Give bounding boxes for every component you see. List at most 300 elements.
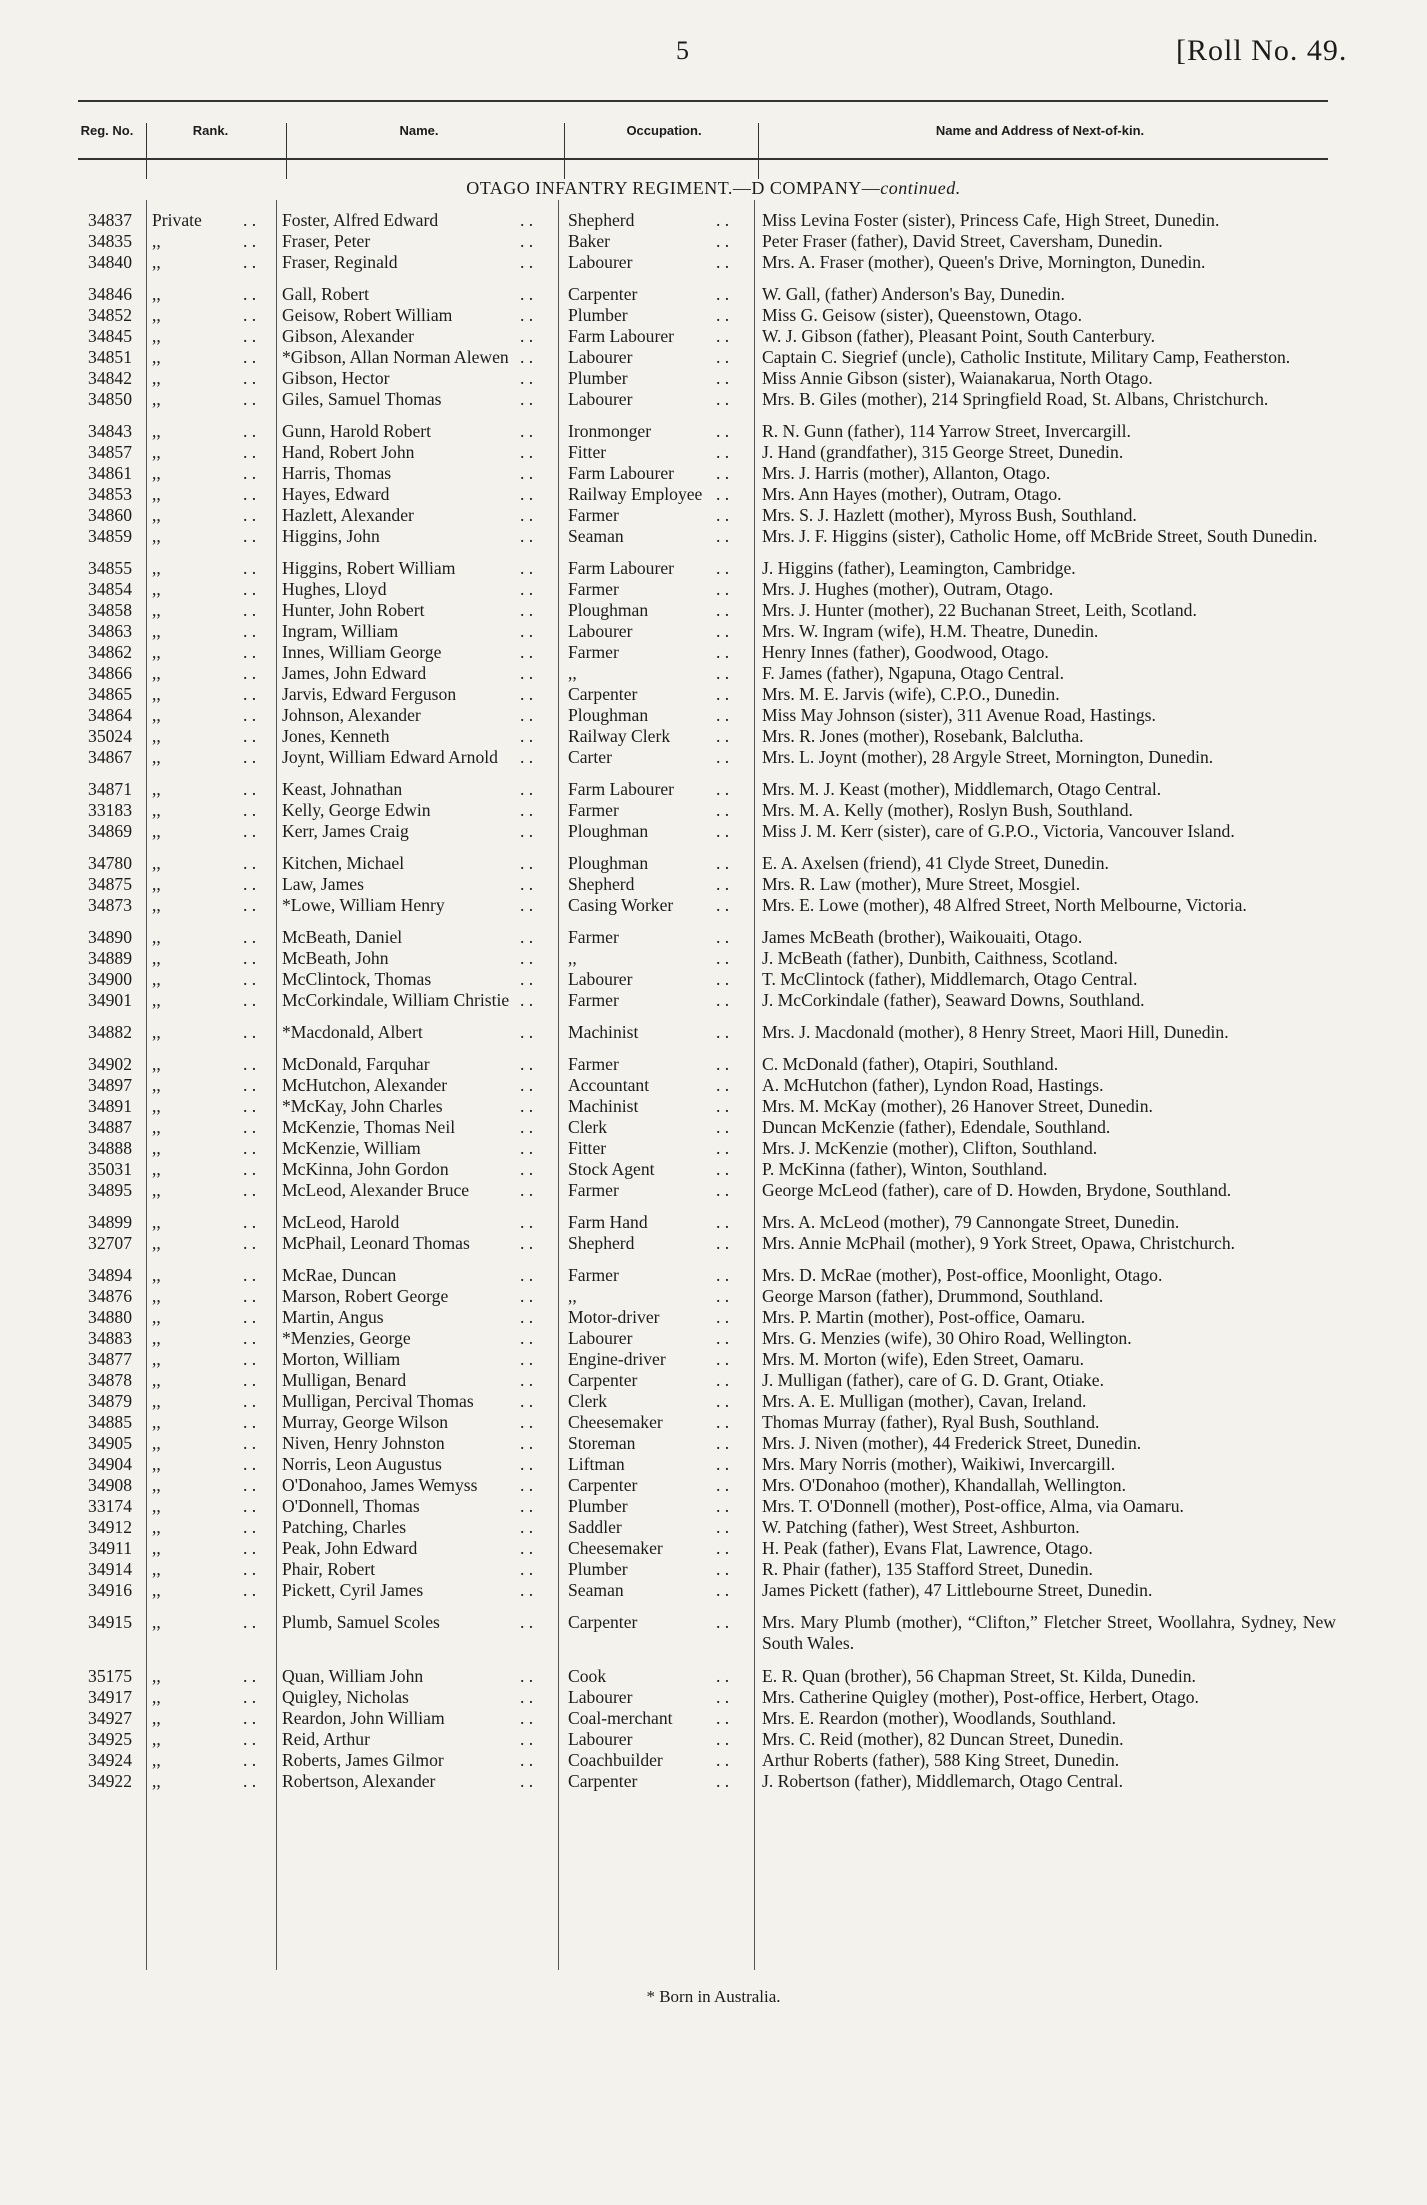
occupation-cell: ,, [568,948,577,968]
reg-no-cell: 32707 [88,1233,132,1253]
reg-no-cell: 34842 [88,368,132,388]
table-row [0,800,1427,821]
name-cell: Plumb, Samuel Scoles [282,1612,440,1632]
leader-dots: . . [520,1138,534,1158]
rank-cell: ,, [152,1559,161,1579]
leader-dots: . . [716,1475,730,1495]
leader-dots: . . [520,442,534,462]
reg-no-cell: 34846 [88,284,132,304]
leader-dots: . . [520,1159,534,1179]
leader-dots: . . [243,927,257,947]
next-of-kin-cell: J. Hand (grandfather), 315 George Street, Dunedin. [762,442,1124,462]
occupation-cell: Labourer [568,252,633,272]
leader-dots: . . [243,1771,257,1791]
name-cell: McCorkindale, William Christie [282,990,510,1010]
rank-cell: ,, [152,484,161,504]
reg-no-cell: 34887 [88,1117,132,1137]
reg-no-cell: 34873 [88,895,132,915]
leader-dots: . . [520,800,534,820]
table-row [0,747,1427,768]
leader-dots: . . [520,1328,534,1348]
next-of-kin-cell: R. N. Gunn (father), 114 Yarrow Street, Invercargill. [762,421,1131,441]
table-row [0,1096,1427,1117]
rank-cell: ,, [152,621,161,641]
leader-dots: . . [243,663,257,683]
occupation-cell: Shepherd [568,1233,635,1253]
leader-dots: . . [716,1687,730,1707]
leader-dots: . . [716,463,730,483]
rank-cell: ,, [152,821,161,841]
table-row [0,442,1427,463]
leader-dots: . . [243,1750,257,1770]
rank-cell: ,, [152,1138,161,1158]
leader-dots: . . [520,1391,534,1411]
name-cell: Ingram, William [282,621,399,641]
leader-dots: . . [520,1412,534,1432]
name-cell: Patching, Charles [282,1517,407,1537]
name-cell: Law, James [282,874,364,894]
table-row [0,663,1427,684]
leader-dots: . . [716,705,730,725]
reg-no-cell: 34897 [88,1075,132,1095]
rank-cell: ,, [152,558,161,578]
occupation-cell: Farmer [568,579,619,599]
rank-cell: ,, [152,1075,161,1095]
reg-no-cell: 33174 [88,1496,132,1516]
leader-dots: . . [520,463,534,483]
occupation-cell: Carter [568,747,612,767]
occupation-cell: Coal-merchant [568,1708,673,1728]
name-cell: Gall, Robert [282,284,369,304]
rank-cell: ,, [152,853,161,873]
reg-no-cell: 34902 [88,1054,132,1074]
next-of-kin-cell: J. McCorkindale (father), Seaward Downs, Southland. [762,990,1145,1010]
next-of-kin-cell: Mrs. J. Macdonald (mother), 8 Henry Street, Maori Hill, Dunedin. [762,1022,1229,1042]
next-of-kin-cell: R. Phair (father), 135 Stafford Street, Dunedin. [762,1559,1093,1579]
occupation-cell: Storeman [568,1433,636,1453]
reg-no-cell: 34854 [88,579,132,599]
next-of-kin-cell: Mrs. J. Harris (mother), Allanton, Otago. [762,463,1051,483]
leader-dots: . . [520,948,534,968]
leader-dots: . . [243,1475,257,1495]
occupation-cell: Labourer [568,389,633,409]
leader-dots: . . [716,284,730,304]
table-row [0,684,1427,705]
rank-cell: ,, [152,1054,161,1074]
leader-dots: . . [243,853,257,873]
rank-cell: ,, [152,779,161,799]
reg-no-cell: 34879 [88,1391,132,1411]
leader-dots: . . [520,305,534,325]
occupation-cell: Carpenter [568,1475,638,1495]
rank-cell: ,, [152,1433,161,1453]
name-cell: Gibson, Hector [282,368,390,388]
leader-dots: . . [716,1349,730,1369]
leader-dots: . . [716,421,730,441]
table-row [0,600,1427,621]
leader-dots: . . [243,1159,257,1179]
occupation-cell: Seaman [568,526,624,546]
leader-dots: . . [716,1750,730,1770]
leader-dots: . . [716,1233,730,1253]
leader-dots: . . [243,347,257,367]
leader-dots: . . [716,821,730,841]
occupation-cell: Saddler [568,1517,622,1537]
leader-dots: . . [520,505,534,525]
next-of-kin-cell: Arthur Roberts (father), 588 King Street, Dunedin. [762,1750,1120,1770]
rank-cell: ,, [152,505,161,525]
leader-dots: . . [520,621,534,641]
table-row [0,347,1427,368]
reg-no-cell: 34882 [88,1022,132,1042]
leader-dots: . . [716,389,730,409]
table-row [0,1538,1427,1559]
leader-dots: . . [520,874,534,894]
leader-dots: . . [716,874,730,894]
next-of-kin-cell: Miss Levina Foster (sister), Princess Cafe, High Street, Dunedin. [762,210,1220,230]
occupation-cell: Farm Labourer [568,326,675,346]
leader-dots: . . [520,1475,534,1495]
leader-dots: . . [520,642,534,662]
leader-dots: . . [716,579,730,599]
reg-no-cell: 35024 [88,726,132,746]
reg-no-cell: 34889 [88,948,132,968]
rank-cell: ,, [152,747,161,767]
name-cell: Norris, Leon Augustus [282,1454,442,1474]
occupation-cell: Farm Labourer [568,558,675,578]
table-row [0,1496,1427,1517]
reg-no-cell: 34852 [88,305,132,325]
leader-dots: . . [520,1054,534,1074]
name-cell: O'Donahoo, James Wemyss [282,1475,478,1495]
occupation-cell: Engine-driver [568,1349,666,1369]
column-header-rank: Rank. [192,123,229,138]
rank-cell: ,, [152,1708,161,1728]
occupation-cell: Ploughman [568,705,649,725]
reg-no-cell: 34915 [88,1612,132,1632]
leader-dots: . . [520,1233,534,1253]
next-of-kin-cell: Mrs. C. Reid (mother), 82 Duncan Street, Dunedin. [762,1729,1124,1749]
leader-dots: . . [520,1666,534,1686]
leader-dots: . . [716,1559,730,1579]
leader-dots: . . [716,368,730,388]
leader-dots: . . [243,558,257,578]
next-of-kin-cell: Mrs. Annie McPhail (mother), 9 York Street, Opawa, Christchurch. [762,1233,1236,1253]
table-row [0,874,1427,895]
reg-no-cell: 34851 [88,347,132,367]
next-of-kin-cell: J. Mulligan (father), care of G. D. Grant, Otiake. [762,1370,1104,1390]
next-of-kin-cell: J. Higgins (father), Leamington, Cambridge. [762,558,1076,578]
column-header-reg-no: Reg. No. [80,123,134,138]
reg-no-cell: 34850 [88,389,132,409]
rank-cell: ,, [152,1412,161,1432]
rank-cell: ,, [152,663,161,683]
reg-no-cell: 34853 [88,484,132,504]
occupation-cell: Farmer [568,800,619,820]
leader-dots: . . [520,1454,534,1474]
table-row [0,1729,1427,1750]
rank-cell: ,, [152,1265,161,1285]
leader-dots: . . [520,1771,534,1791]
next-of-kin-cell: Miss Annie Gibson (sister), Waianakarua, North Otago. [762,368,1153,388]
next-of-kin-cell: T. McClintock (father), Middlemarch, Otago Central. [762,969,1138,989]
reg-no-cell: 34867 [88,747,132,767]
next-of-kin-cell: Mrs. G. Menzies (wife), 30 Ohiro Road, Wellington. [762,1328,1132,1348]
leader-dots: . . [243,505,257,525]
next-of-kin-cell: H. Peak (father), Evans Flat, Lawrence, Otago. [762,1538,1093,1558]
reg-no-cell: 34912 [88,1517,132,1537]
leader-dots: . . [243,1096,257,1116]
table-row [0,421,1427,442]
leader-dots: . . [520,779,534,799]
occupation-cell: ,, [568,663,577,683]
roll-table-body [0,210,1427,1792]
leader-dots: . . [520,927,534,947]
section-title [0,178,1427,199]
leader-dots: . . [243,1138,257,1158]
leader-dots: . . [243,526,257,546]
reg-no-cell: 34927 [88,1708,132,1728]
name-cell: *Gibson, Allan Norman Alewen [282,347,509,367]
table-row [0,1391,1427,1412]
rank-cell: ,, [152,1496,161,1516]
leader-dots: . . [243,1286,257,1306]
table-row [0,853,1427,874]
next-of-kin-cell: Mrs. A. Fraser (mother), Queen's Drive, Mornington, Dunedin. [762,252,1206,272]
next-of-kin-cell: James McBeath (brother), Waikouaiti, Otago. [762,927,1083,947]
reg-no-cell: 34891 [88,1096,132,1116]
leader-dots: . . [716,663,730,683]
rank-cell: ,, [152,1328,161,1348]
leader-dots: . . [716,1022,730,1042]
name-cell: Mulligan, Benard [282,1370,407,1390]
leader-dots: . . [716,1454,730,1474]
leader-dots: . . [243,1180,257,1200]
leader-dots: . . [243,1580,257,1600]
reg-no-cell: 34914 [88,1559,132,1579]
table-row [0,1612,1427,1655]
name-cell: Roberts, James Gilmor [282,1750,444,1770]
rank-cell: ,, [152,1233,161,1253]
next-of-kin-cell: James Pickett (father), 47 Littlebourne Street, Dunedin. [762,1580,1153,1600]
name-cell: Kitchen, Michael [282,853,405,873]
rank-cell: ,, [152,326,161,346]
next-of-kin-cell: Mrs. M. J. Keast (mother), Middlemarch, Otago Central. [762,779,1162,799]
table-row [0,948,1427,969]
table-row [0,505,1427,526]
leader-dots: . . [243,1612,257,1632]
leader-dots: . . [243,821,257,841]
table-row [0,1559,1427,1580]
reg-no-cell: 34880 [88,1307,132,1327]
occupation-cell: Labourer [568,621,633,641]
column-header-next-of-kin: Name and Address of Next-of-kin. [935,123,1145,138]
leader-dots: . . [243,747,257,767]
name-cell: Robertson, Alexander [282,1771,436,1791]
leader-dots: . . [243,1022,257,1042]
table-row [0,463,1427,484]
occupation-cell: Labourer [568,969,633,989]
next-of-kin-cell: P. McKinna (father), Winton, Southland. [762,1159,1048,1179]
table-row [0,368,1427,389]
section-title-text: OTAGO INFANTRY REGIMENT.—D COMPANY— [466,178,881,198]
table-row [0,990,1427,1011]
occupation-cell: Carpenter [568,684,638,704]
rank-cell: ,, [152,800,161,820]
leader-dots: . . [520,969,534,989]
leader-dots: . . [716,1286,730,1306]
leader-dots: . . [520,600,534,620]
leader-dots: . . [716,747,730,767]
occupation-cell: Liftman [568,1454,625,1474]
reg-no-cell: 34895 [88,1180,132,1200]
name-cell: Peak, John Edward [282,1538,418,1558]
table-row [0,1117,1427,1138]
next-of-kin-cell: Miss G. Geisow (sister), Queenstown, Otago. [762,305,1083,325]
table-row [0,642,1427,663]
name-cell: Innes, William George [282,642,442,662]
leader-dots: . . [243,684,257,704]
name-cell: McPhail, Leonard Thomas [282,1233,470,1253]
leader-dots: . . [520,1687,534,1707]
leader-dots: . . [243,705,257,725]
name-cell: McBeath, John [282,948,389,968]
reg-no-cell: 34855 [88,558,132,578]
occupation-cell: Cheesemaker [568,1538,663,1558]
table-row [0,284,1427,305]
leader-dots: . . [243,1412,257,1432]
reg-no-cell: 34904 [88,1454,132,1474]
leader-dots: . . [520,1117,534,1137]
name-cell: Hughes, Lloyd [282,579,387,599]
reg-no-cell: 34869 [88,821,132,841]
leader-dots: . . [716,1580,730,1600]
reg-no-cell: 34835 [88,231,132,251]
leader-dots: . . [243,621,257,641]
leader-dots: . . [243,969,257,989]
table-row [0,927,1427,948]
table-row [0,1412,1427,1433]
next-of-kin-cell: Miss May Johnson (sister), 311 Avenue Road, Hastings. [762,705,1156,725]
occupation-cell: Farmer [568,990,619,1010]
next-of-kin-cell: Mrs. P. Martin (mother), Post-office, Oamaru. [762,1307,1086,1327]
occupation-cell: Stock Agent [568,1159,655,1179]
next-of-kin-cell: Mrs. D. McRae (mother), Post-office, Moonlight, Otago. [762,1265,1163,1285]
column-header-occupation: Occupation. [626,123,702,138]
leader-dots: . . [716,642,730,662]
occupation-cell: Farm Hand [568,1212,648,1232]
leader-dots: . . [243,948,257,968]
leader-dots: . . [520,1370,534,1390]
next-of-kin-cell: Mrs. M. A. Kelly (mother), Roslyn Bush, Southland. [762,800,1133,820]
rank-cell: ,, [152,895,161,915]
leader-dots: . . [243,484,257,504]
rank-cell: ,, [152,948,161,968]
name-cell: McHutchon, Alexander [282,1075,448,1095]
next-of-kin-cell: W. J. Gibson (father), Pleasant Point, South Canterbury. [762,326,1156,346]
occupation-cell: Ploughman [568,821,649,841]
next-of-kin-cell: George Marson (father), Drummond, Southland. [762,1286,1104,1306]
leader-dots: . . [243,421,257,441]
rank-cell: ,, [152,874,161,894]
leader-dots: . . [520,990,534,1010]
leader-dots: . . [520,1075,534,1095]
name-cell: McKenzie, William [282,1138,421,1158]
name-cell: Hayes, Edward [282,484,390,504]
name-cell: Harris, Thomas [282,463,392,483]
occupation-cell: Plumber [568,1496,628,1516]
reg-no-cell: 34922 [88,1771,132,1791]
rank-cell: ,, [152,463,161,483]
reg-no-cell: 34871 [88,779,132,799]
leader-dots: . . [520,231,534,251]
reg-no-cell: 34840 [88,252,132,272]
name-cell: Quigley, Nicholas [282,1687,409,1707]
leader-dots: . . [716,1412,730,1432]
rank-cell: ,, [152,684,161,704]
table-row [0,1307,1427,1328]
next-of-kin-cell: Mrs. M. Morton (wife), Eden Street, Oamaru. [762,1349,1084,1369]
leader-dots: . . [520,1022,534,1042]
leader-dots: . . [520,1496,534,1516]
table-row [0,579,1427,600]
next-of-kin-cell: Mrs. O'Donahoo (mother), Khandallah, Wellington. [762,1475,1126,1495]
rank-cell: ,, [152,368,161,388]
leader-dots: . . [716,1138,730,1158]
leader-dots: . . [520,1708,534,1728]
table-row [0,231,1427,252]
reg-no-cell: 34860 [88,505,132,525]
leader-dots: . . [716,1159,730,1179]
next-of-kin-cell: Mrs. M. McKay (mother), 26 Hanover Street, Dunedin. [762,1096,1153,1116]
rank-cell: ,, [152,231,161,251]
reg-no-cell: 34865 [88,684,132,704]
name-cell: *Macdonald, Albert [282,1022,423,1042]
leader-dots: . . [243,1391,257,1411]
leader-dots: . . [520,252,534,272]
occupation-cell: Farmer [568,642,619,662]
occupation-cell: Labourer [568,1687,633,1707]
reg-no-cell: 34864 [88,705,132,725]
occupation-cell: Labourer [568,347,633,367]
occupation-cell: Shepherd [568,210,635,230]
occupation-cell: Machinist [568,1096,639,1116]
leader-dots: . . [243,1517,257,1537]
column-divider [758,123,759,179]
leader-dots: . . [520,747,534,767]
reg-no-cell: 34843 [88,421,132,441]
occupation-cell: Carpenter [568,1612,638,1632]
next-of-kin-cell: Mrs. E. Reardon (mother), Woodlands, Southland. [762,1708,1116,1728]
occupation-cell: Farm Labourer [568,779,675,799]
name-cell: McDonald, Farquhar [282,1054,430,1074]
leader-dots: . . [243,600,257,620]
leader-dots: . . [243,874,257,894]
leader-dots: . . [520,853,534,873]
reg-no-cell: 35175 [88,1666,132,1686]
leader-dots: . . [520,1729,534,1749]
occupation-cell: Motor-driver [568,1307,660,1327]
table-row [0,895,1427,916]
leader-dots: . . [243,1054,257,1074]
next-of-kin-cell: Mrs. M. E. Jarvis (wife), C.P.O., Dunedin. [762,684,1060,704]
table-row [0,1370,1427,1391]
leader-dots: . . [243,1075,257,1095]
column-divider [146,123,147,179]
occupation-cell: Clerk [568,1391,608,1411]
next-of-kin-cell: Mrs. R. Law (mother), Mure Street, Mosgiel. [762,874,1081,894]
leader-dots: . . [716,800,730,820]
